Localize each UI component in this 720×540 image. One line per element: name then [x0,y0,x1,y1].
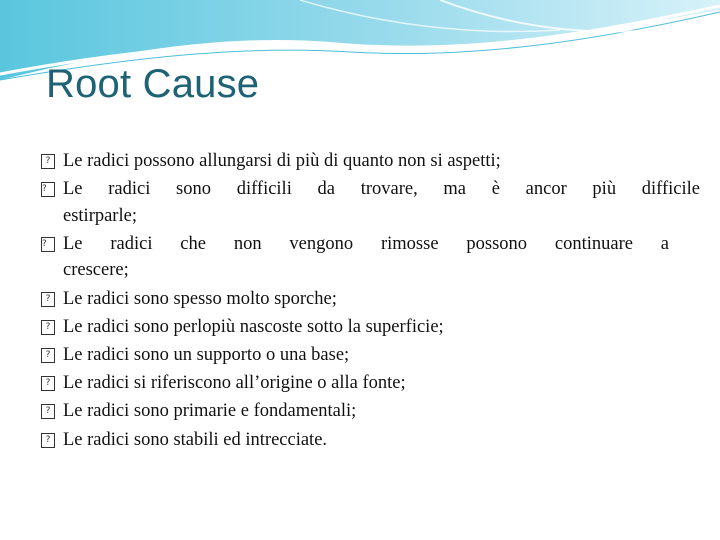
bullet-text: Le radici possono allungarsi di più di quanto non si aspetti; [63,151,501,171]
bullet-text: Le radici si riferiscono all’origine o alla fonte; [63,373,406,394]
bullet-item [40,231,669,284]
bullet-item [40,370,700,397]
bullet-box-icon: ? [41,292,55,307]
bullet-text: Le radici sono stabili ed intrecciate. [63,429,328,450]
bullet-box-icon: ? [41,320,55,335]
bullet-text: Le radici sono un supporto o una base; [63,344,350,365]
bullet-box-icon: ? [41,154,55,169]
bullet-box-icon: ? [41,348,55,363]
bullet-item [40,427,700,454]
bullet-list [40,148,700,455]
bullet-box-icon: ? [41,182,55,197]
bullet-text: Le radici che non vengono rimosse possono continuare a [63,233,669,254]
bullet-item [40,286,700,313]
bullet-text-continuation: crescere; [63,260,129,281]
bullet-text: Le radici sono spesso molto sporche; [63,288,337,309]
bullet-box-icon: ? [41,433,55,448]
bullet-item [40,176,700,229]
bullet-text: Le radici sono difficili da trovare, ma è ancor più difficile [63,179,700,200]
bullet-item [40,314,700,341]
bullet-item [40,398,700,425]
bullet-box-icon: ? [41,404,55,419]
bullet-box-icon: ? [41,376,55,391]
bullet-text-continuation: estirparle; [63,205,137,226]
bullet-text: Le radici sono perlopiù nascoste sotto la superficie; [63,316,444,337]
bullet-box-icon: ? [41,237,55,252]
bullet-item [40,342,700,369]
bullet-item [40,148,700,175]
slide-title: Root Cause [46,62,260,106]
bullet-text: Le radici sono primarie e fondamentali; [63,401,357,422]
